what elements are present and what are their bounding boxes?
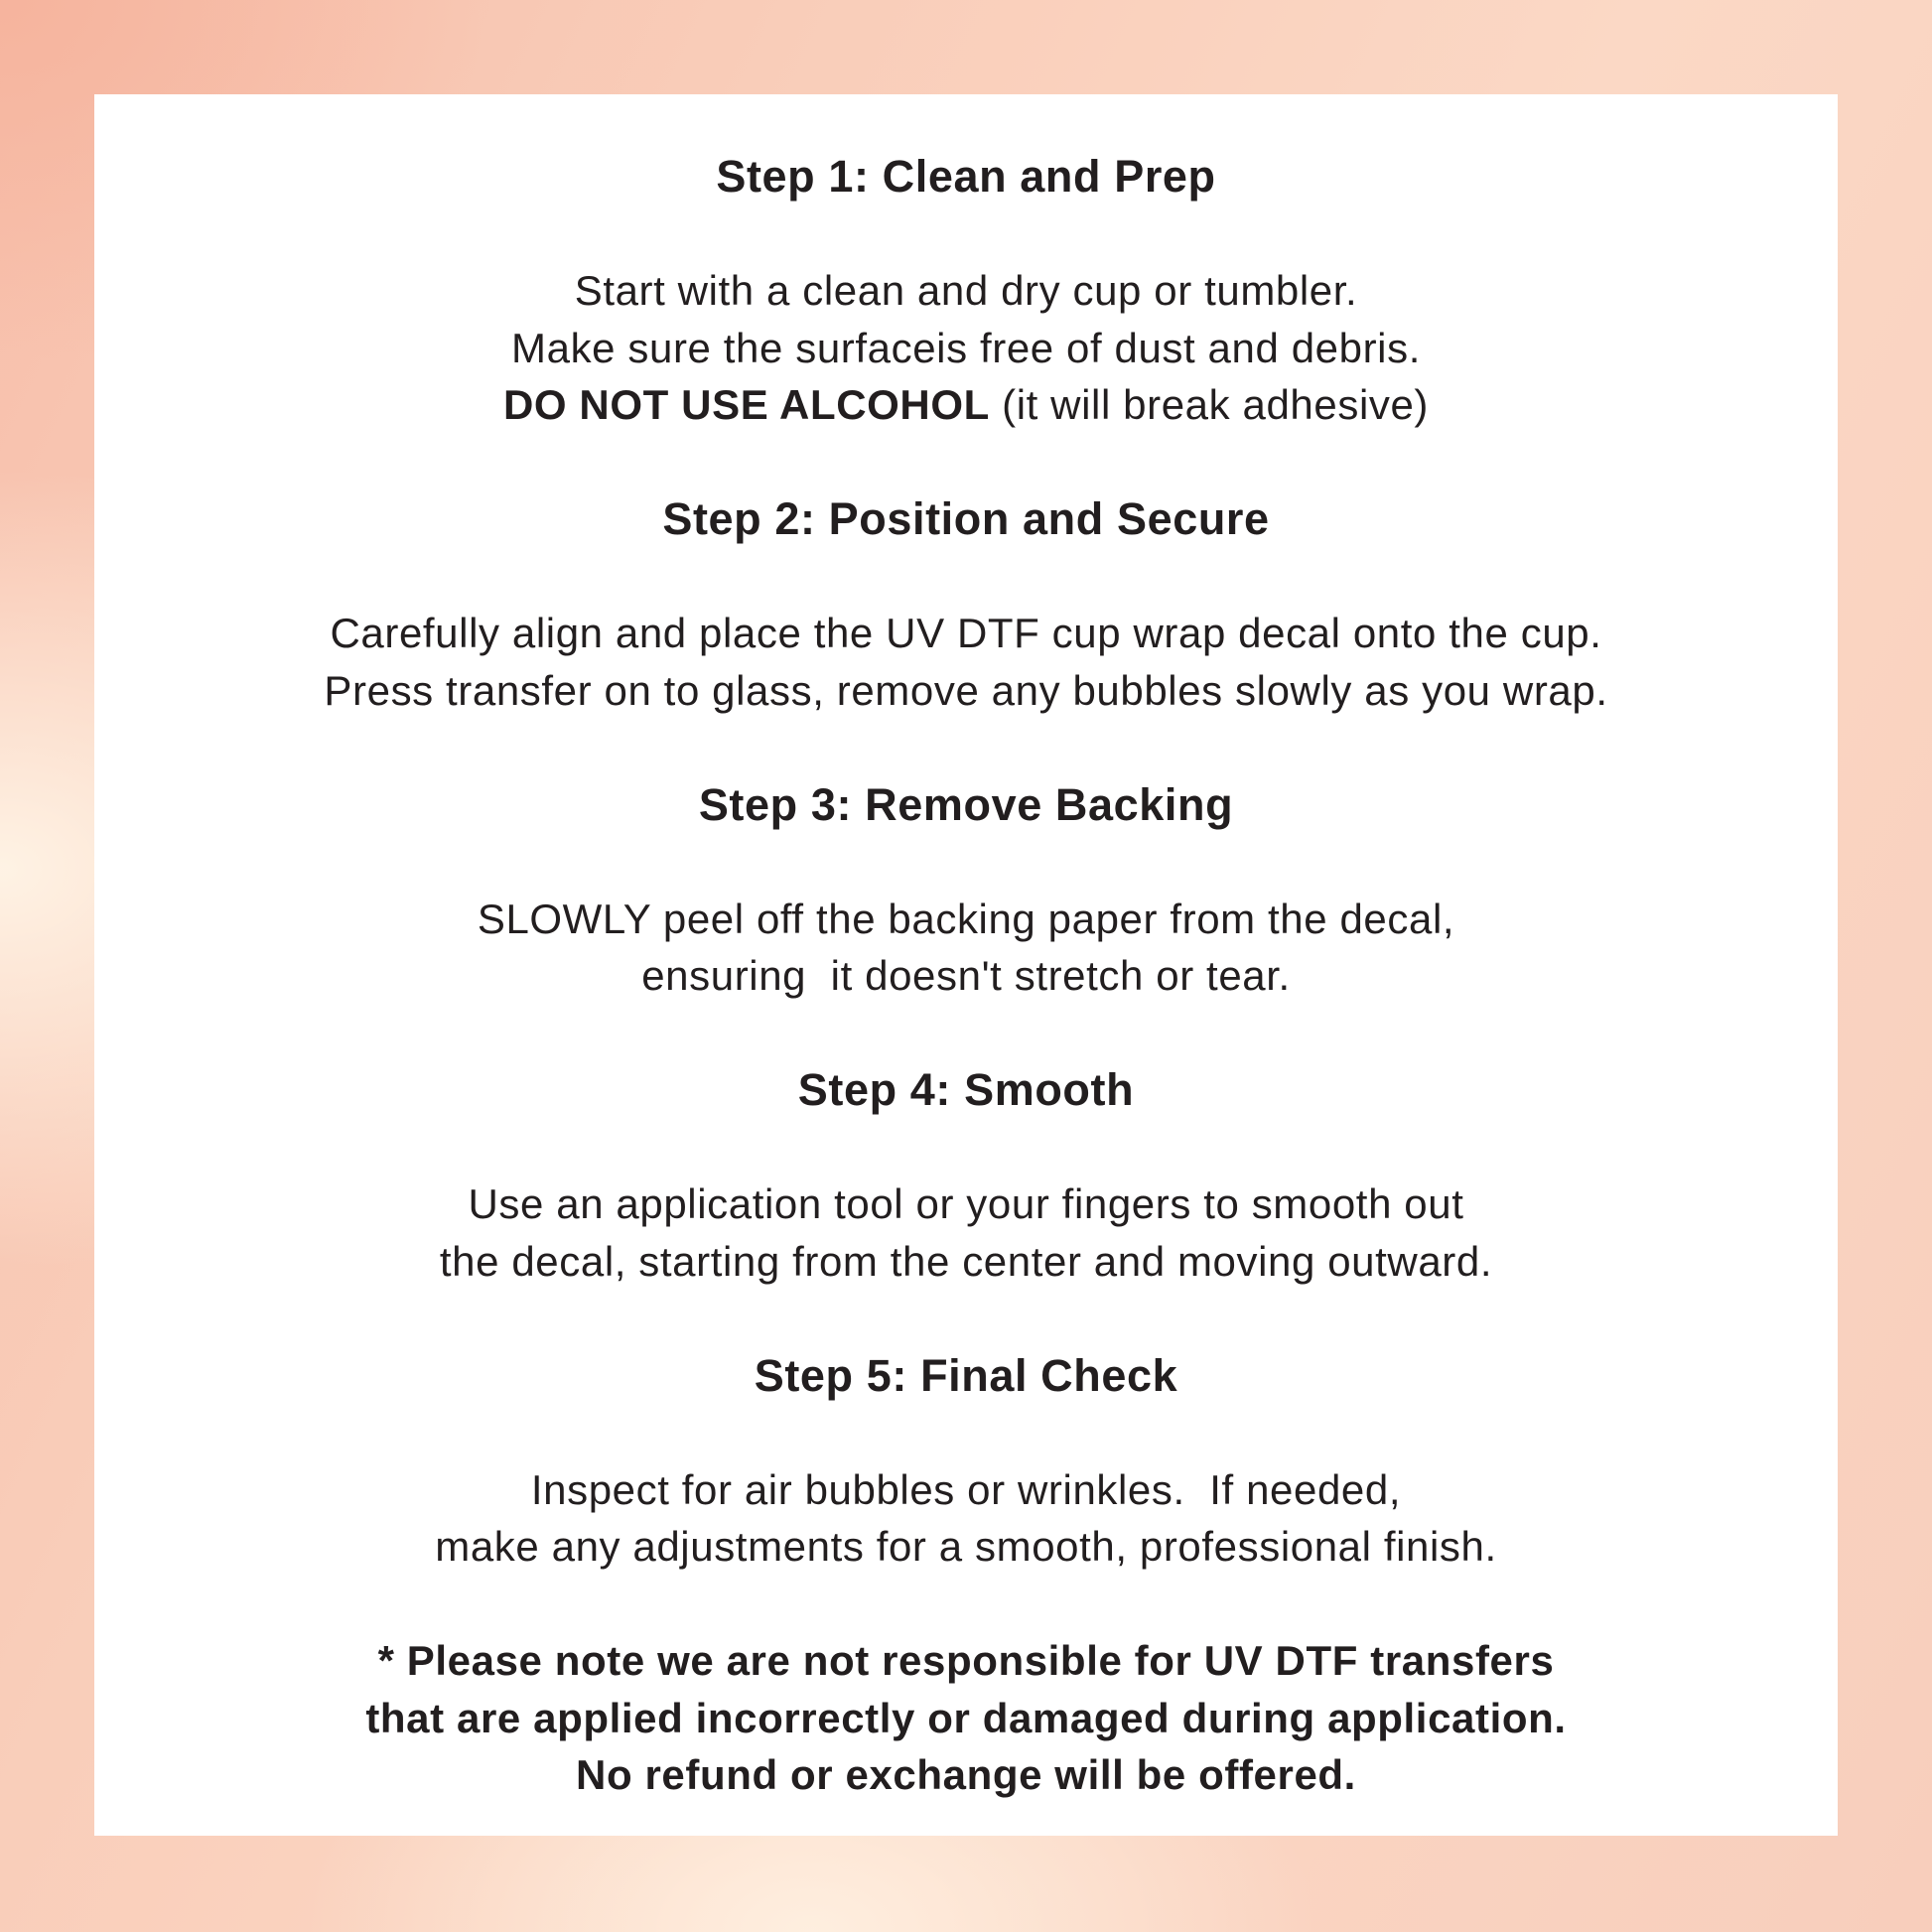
step-1-line-3	[130, 376, 1802, 434]
step-2-line-1: Carefully align and place the UV DTF cup wrap decal onto the cup.	[330, 610, 1602, 656]
step-5-heading: Step 5: Final Check	[754, 1349, 1178, 1401]
step-3-line-2: ensuring it doesn't stretch or tear.	[641, 952, 1291, 999]
step-3-section	[130, 776, 1802, 1005]
step-4-line-2: the decal, starting from the center and moving outward.	[439, 1237, 1493, 1285]
disclaimer-line-3: No refund or exchange will be offered.	[576, 1751, 1356, 1798]
step-1-line-1: Start with a clean and dry cup or tumbler.	[574, 267, 1358, 314]
alcohol-warning-bold: DO NOT USE ALCOHOL	[502, 381, 990, 428]
disclaimer-section	[130, 1632, 1802, 1804]
disclaimer-line-2: that are applied incorrectly or damaged during application.	[365, 1694, 1567, 1741]
step-3-line-1: SLOWLY peel off the backing paper from the decal,	[477, 895, 1455, 942]
step-1-section	[130, 148, 1802, 434]
step-4-line-1: Use an application tool or your fingers to smooth out	[468, 1180, 1464, 1227]
step-1-line-2: Make sure the surfaceis free of dust and debris.	[511, 324, 1421, 371]
disclaimer-line-1: * Please note we are not responsible for UV DTF transfers	[377, 1637, 1555, 1684]
step-1-heading: Step 1: Clean and Prep	[716, 151, 1216, 202]
step-5-line-1: Inspect for air bubbles or wrinkles. If needed,	[530, 1465, 1402, 1513]
step-2-line-2: Press transfer on to glass, remove any bubbles slowly as you wrap.	[324, 666, 1608, 714]
step-4-heading: Step 4: Smooth	[797, 1064, 1135, 1115]
step-5-line-2: make any adjustments for a smooth, professional finish.	[435, 1523, 1497, 1570]
step-4-section	[130, 1061, 1802, 1290]
step-3-heading: Step 3: Remove Backing	[698, 778, 1234, 830]
step-2-section	[130, 490, 1802, 719]
step-2-heading: Step 2: Position and Secure	[662, 493, 1270, 544]
alcohol-warning-note: (it will break adhesive)	[989, 381, 1430, 428]
step-5-section	[130, 1347, 1802, 1576]
instruction-card	[94, 94, 1838, 1836]
